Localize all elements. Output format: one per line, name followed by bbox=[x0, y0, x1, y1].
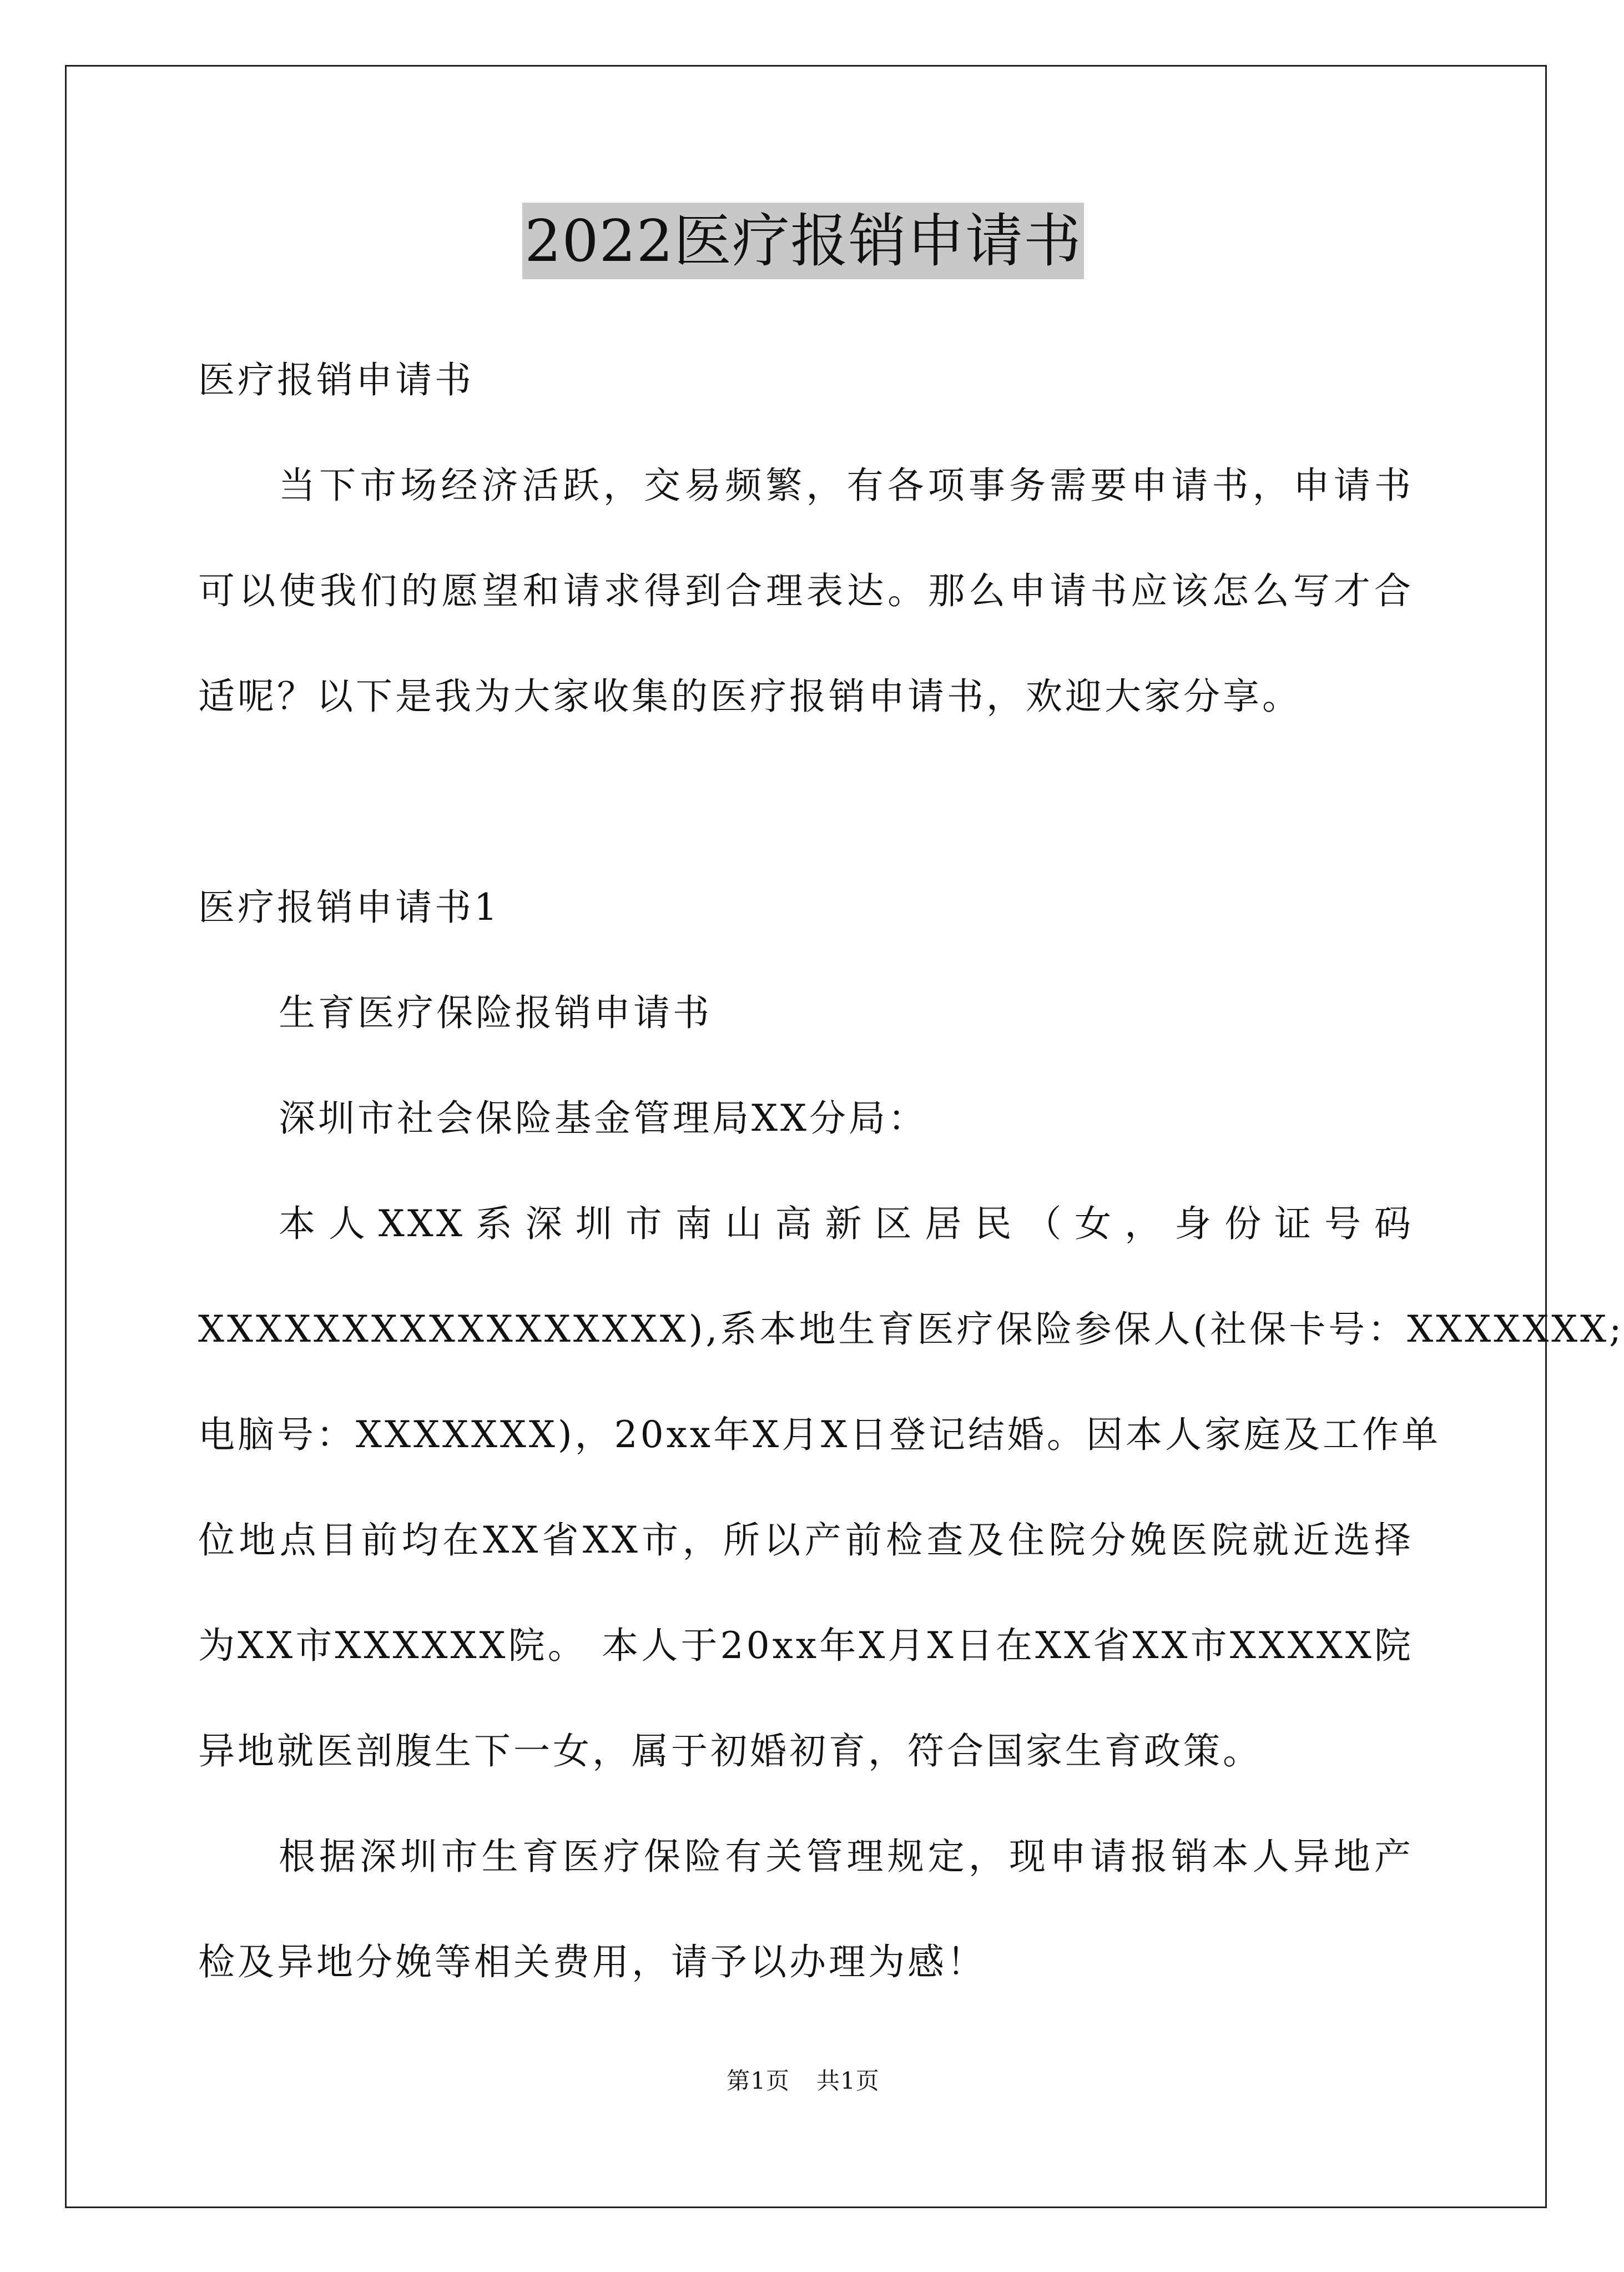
letter-body-line-5: 为XX市XXXXXX院。 本人于20xx年X月X日在XX省XX市XXXXX院 bbox=[198, 1624, 1414, 1667]
letter-body-line-3: 电脑号：XXXXXXX)，20xx年X月X日登记结婚。因本人家庭及工作单 bbox=[198, 1413, 1441, 1456]
letter-subtitle: 生育医疗保险报销申请书 bbox=[279, 991, 712, 1034]
letter-request-line-2: 检及异地分娩等相关费用，请予以办理为感！ bbox=[198, 1941, 986, 1983]
intro-paragraph-line-1: 当下市场经济活跃，交易频繁，有各项事务需要申请书，申请书 bbox=[279, 464, 1414, 507]
title-container bbox=[0, 203, 1606, 279]
intro-paragraph-line-3: 适呢？以下是我为大家收集的医疗报销申请书，欢迎大家分享。 bbox=[198, 675, 1302, 718]
letter-body-line-2: XXXXXXXXXXXXXXXXX),系本地生育医疗保险参保人(社保卡号：XXXXXXX; bbox=[198, 1308, 1624, 1351]
page-number-total: 共1页 bbox=[816, 2067, 880, 2094]
paragraph-spacer bbox=[198, 749, 1414, 855]
document-body bbox=[198, 328, 1624, 2015]
letter-request-line-1: 根据深圳市生育医疗保险有关管理规定，现申请报销本人异地产 bbox=[279, 1835, 1414, 1878]
letter-recipient: 深圳市社会保险基金管理局XX分局： bbox=[279, 1097, 927, 1140]
page-footer bbox=[0, 2063, 1606, 2096]
intro-paragraph-line-2: 可以使我们的愿望和请求得到合理表达。那么申请书应该怎么写才合 bbox=[198, 570, 1414, 612]
section-heading-intro: 医疗报销申请书 bbox=[198, 359, 474, 401]
letter-body-line-1: 本人XXX系深圳市南山高新区居民（女，身份证号码 bbox=[279, 1202, 1414, 1245]
page-number-current: 第1页 bbox=[727, 2067, 790, 2094]
letter-body-line-6: 异地就医剖腹生下一女，属于初婚初育，符合国家生育政策。 bbox=[198, 1730, 1262, 1772]
section-heading-1: 医疗报销申请书1 bbox=[198, 886, 500, 929]
letter-body-line-4: 位地点目前均在XX省XX市，所以产前检查及住院分娩医院就近选择 bbox=[198, 1519, 1414, 1561]
document-title: 2022医疗报销申请书 bbox=[522, 203, 1084, 279]
